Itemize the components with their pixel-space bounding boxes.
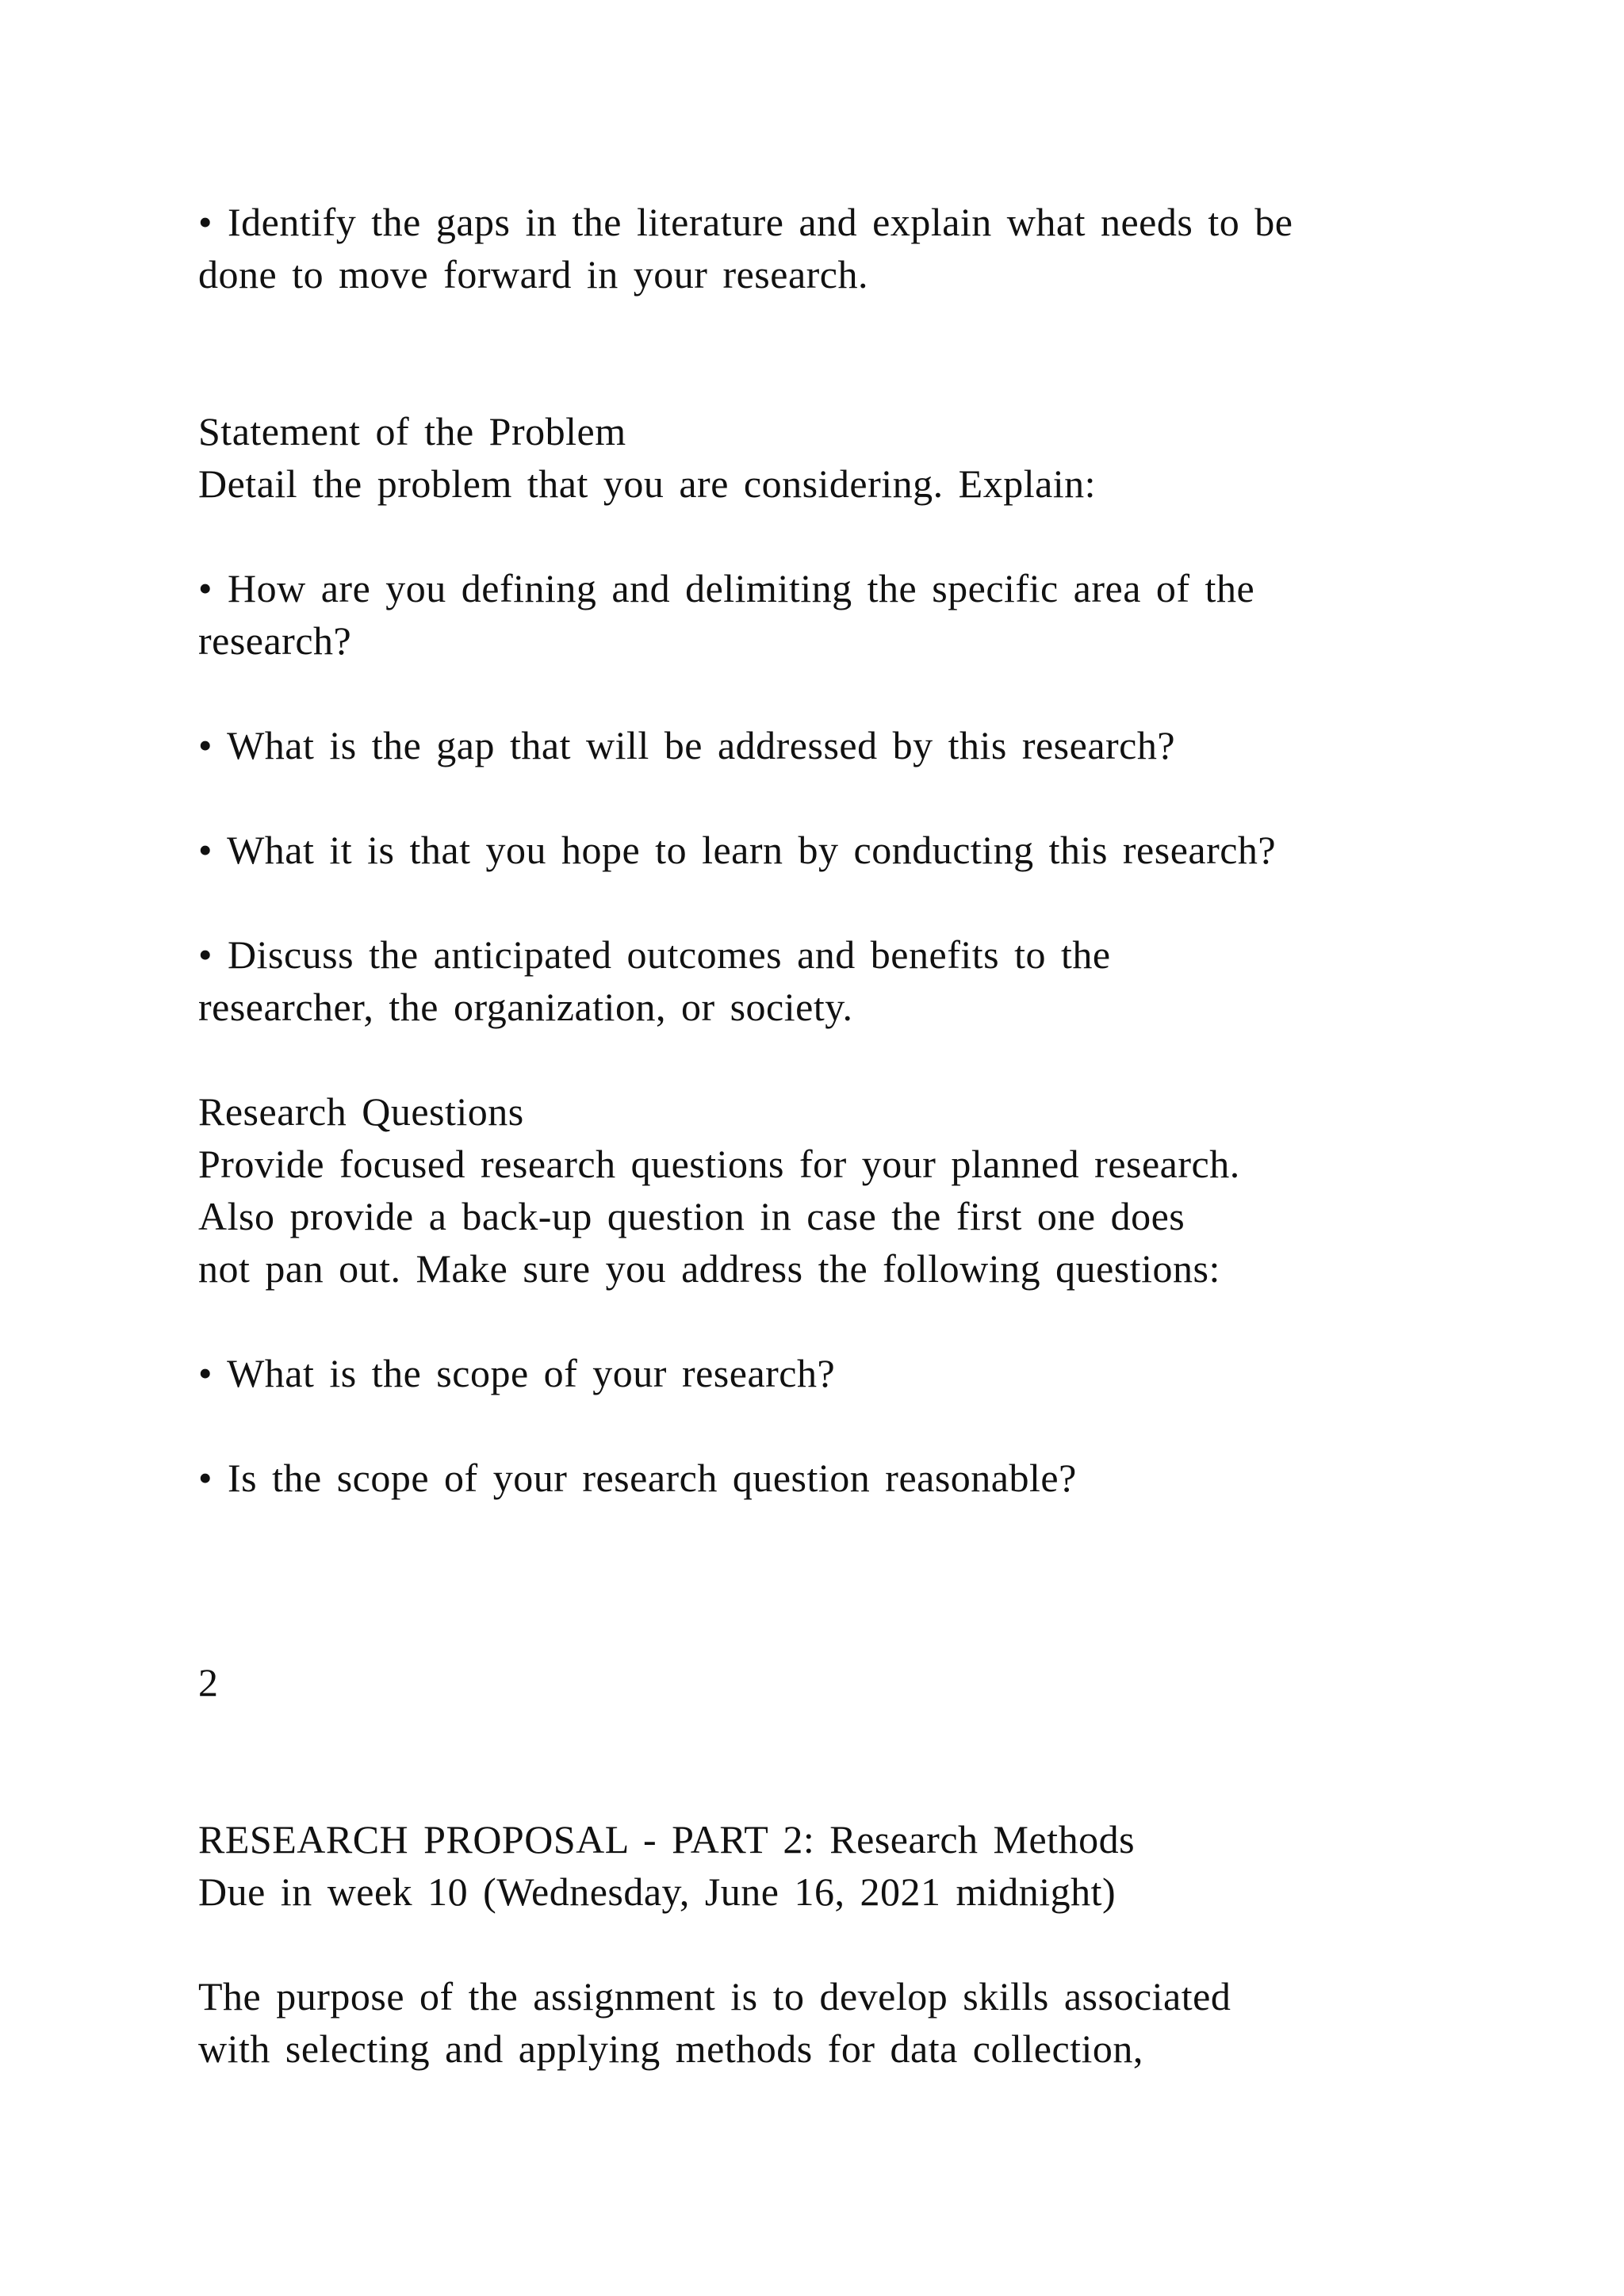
purpose-line-1: The purpose of the assignment is to develop skills associated [198,1974,1231,2019]
page-number: 2 [198,1660,219,1705]
scope-bullet: • What is the scope of your research? [198,1351,836,1395]
gap-bullet: • What is the gap that will be addressed by this research? [198,723,1176,767]
defining-bullet-line-1: • How are you defining and delimiting the specific area of the [198,566,1255,610]
questions-text-line-2: Also provide a back-up question in case the first one does [198,1194,1185,1238]
questions-text-line-3: not pan out. Make sure you address the following questions: [198,1246,1220,1291]
gaps-bullet-line-1: • Identify the gaps in the literature and explain what needs to be [198,200,1293,244]
defining-bullet-line-2: research? [198,618,352,663]
outcomes-bullet-line-1: • Discuss the anticipated outcomes and benefits to the [198,932,1111,977]
problem-intro: Detail the problem that you are considering. Explain: [198,461,1097,506]
part2-title: RESEARCH PROPOSAL - PART 2: Research Methods [198,1817,1136,1862]
purpose-line-2: with selecting and applying methods for data collection, [198,2026,1143,2071]
questions-heading: Research Questions [198,1089,524,1134]
outcomes-bullet-line-2: researcher, the organization, or society. [198,985,853,1029]
problem-heading: Statement of the Problem [198,409,626,453]
learn-bullet: • What it is that you hope to learn by conducting this research? [198,828,1277,872]
due-date: Due in week 10 (Wednesday, June 16, 2021 midnight) [198,1869,1116,1914]
gaps-bullet-line-2: done to move forward in your research. [198,252,868,297]
scope-reasonable-bullet: • Is the scope of your research question reasonable? [198,1456,1077,1500]
questions-text-line-1: Provide focused research questions for your planned research. [198,1142,1240,1186]
